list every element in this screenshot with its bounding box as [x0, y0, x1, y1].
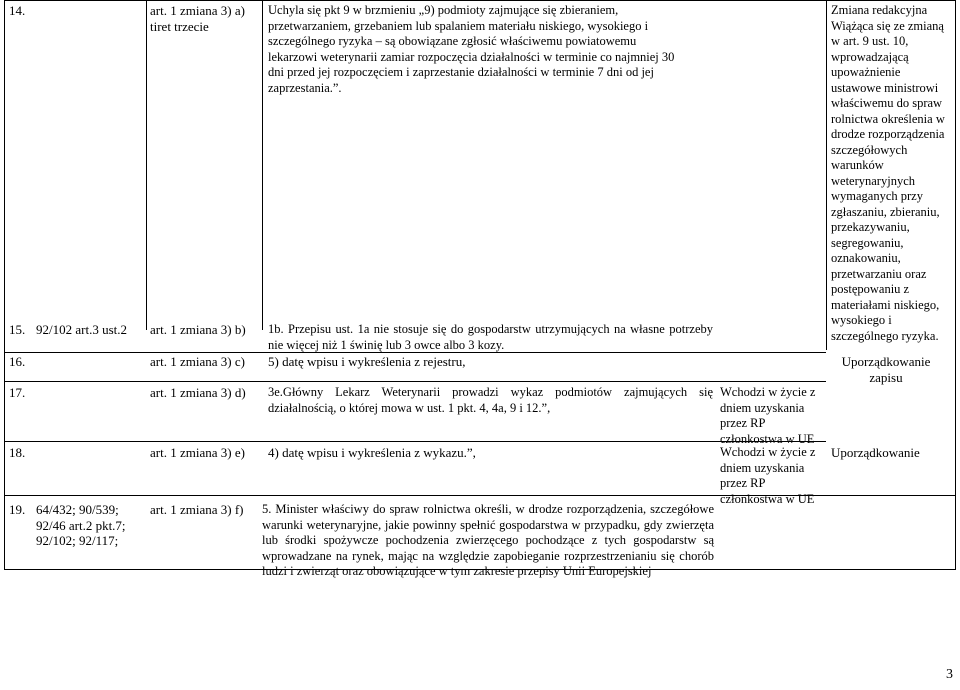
row-18-text: 4) datę wpisu i wykreślenia z wykazu.”, [268, 445, 476, 460]
row-17-eu-note: Wchodzi w życie z dniem uzyskania przez RP członkostwa w UE [720, 385, 816, 446]
row-16-change-ref: art. 1 zmiana 3) c) [150, 354, 245, 369]
row-15-number: 15. [9, 322, 26, 337]
col-line-14-b [262, 0, 263, 330]
row-15-change-ref: art. 1 zmiana 3) b) [150, 322, 246, 337]
page-number: 3 [946, 667, 953, 682]
row-16-number: 16. [9, 354, 26, 369]
row-16-text: 5) datę wpisu i wykreślenia z rejestru, [268, 354, 466, 369]
col-line-14-a [146, 0, 147, 330]
row-19-directive-ref: 64/432; 90/539; 92/46 art.2 pkt.7; 92/102; 92/117; [36, 502, 126, 548]
table-border-right [955, 0, 956, 570]
row-19-text: 5. Minister właściwy do spraw rolnictwa określi, w drodze rozporządzenia, szczegółowe warunki weterynaryjne, jakie powinny spełnić gospodarstwa w przypadku, gdy zwierzęta lub środki spożywcze pochodzenia zwierzęcego pochodzące z tych gospodarstw są wprowadzane na rynek, mając na względzie zapobieganie rozprzestrzenianiu się chorób ludzi i zwierząt oraz obowiązujące w tym zakresie przepisy Unii Europejskiej [262, 502, 714, 578]
row-18-number: 18. [9, 445, 26, 460]
row-18-note: Uporządkowanie [831, 445, 920, 460]
row-17-text: 3e.Główny Lekarz Weterynarii prowadzi wykaz podmiotów zajmujących się działalnością, o której mowa w ust. 1 pkt. 4, 4a, 9 i 12.”, [268, 385, 713, 415]
row-15-directive-ref: 92/102 art.3 ust.2 [36, 322, 127, 337]
row-14-note: Zmiana redakcyjna Wiążąca się ze zmianą w art. 9 ust. 10, wprowadzającą upoważnienie ustawowe ministrowi właściwemu do spraw rolnictwa określenia w drodze rozporządzenia szczegółowych warunków weterynaryjnych wymaganych przy zgłaszaniu, zbieraniu, przekazywaniu, segregowaniu, oznakowaniu, przetwarzaniu oraz postępowaniu z materiałami niskiego, wysokiego i szczególnego ryzyka. [831, 3, 945, 343]
row-19-change-ref: art. 1 zmiana 3) f) [150, 502, 244, 517]
row-18-change-ref: art. 1 zmiana 3) e) [150, 445, 245, 460]
row-19-number: 19. [9, 502, 26, 517]
row-14-text: Uchyla się pkt 9 w brzmieniu „9) podmioty zajmujące się zbieraniem, przetwarzaniem, grzebaniem lub spalaniem materiału niskiego, wysokiego i szczególnego ryzyka – są obowiązane zgłosić właściwemu powiatowemu lekarzowi weterynarii zamiar rozpoczęcia działalności w terminie co najmniej 30 dni przed jej rozpoczęciem i zaprzestanie działalności w terminie 7 dni od jej zaprzestania.”. [268, 3, 675, 95]
row-18-eu-note: Wchodzi w życie z dniem uzyskania przez RP członkostwa w UE [720, 445, 816, 506]
row-16-note: Uporządkowanie zapisu [841, 354, 931, 385]
row-14-change-ref: art. 1 zmiana 3) a) tiret trzecie [150, 3, 245, 34]
row-sep-17 [4, 381, 826, 382]
row-14-number: 14. [9, 3, 26, 18]
col-line-14-c [826, 0, 827, 350]
row-sep-18 [4, 441, 826, 442]
row-17-change-ref: art. 1 zmiana 3) d) [150, 385, 246, 400]
table-border-left [4, 0, 5, 570]
row-15-text: 1b. Przepisu ust. 1a nie stosuje się do gospodarstw utrzymujących na własne potrzeby nie więcej niż 1 świnię lub 3 owce albo 3 kozy. [268, 322, 713, 352]
row-17-number: 17. [9, 385, 26, 400]
